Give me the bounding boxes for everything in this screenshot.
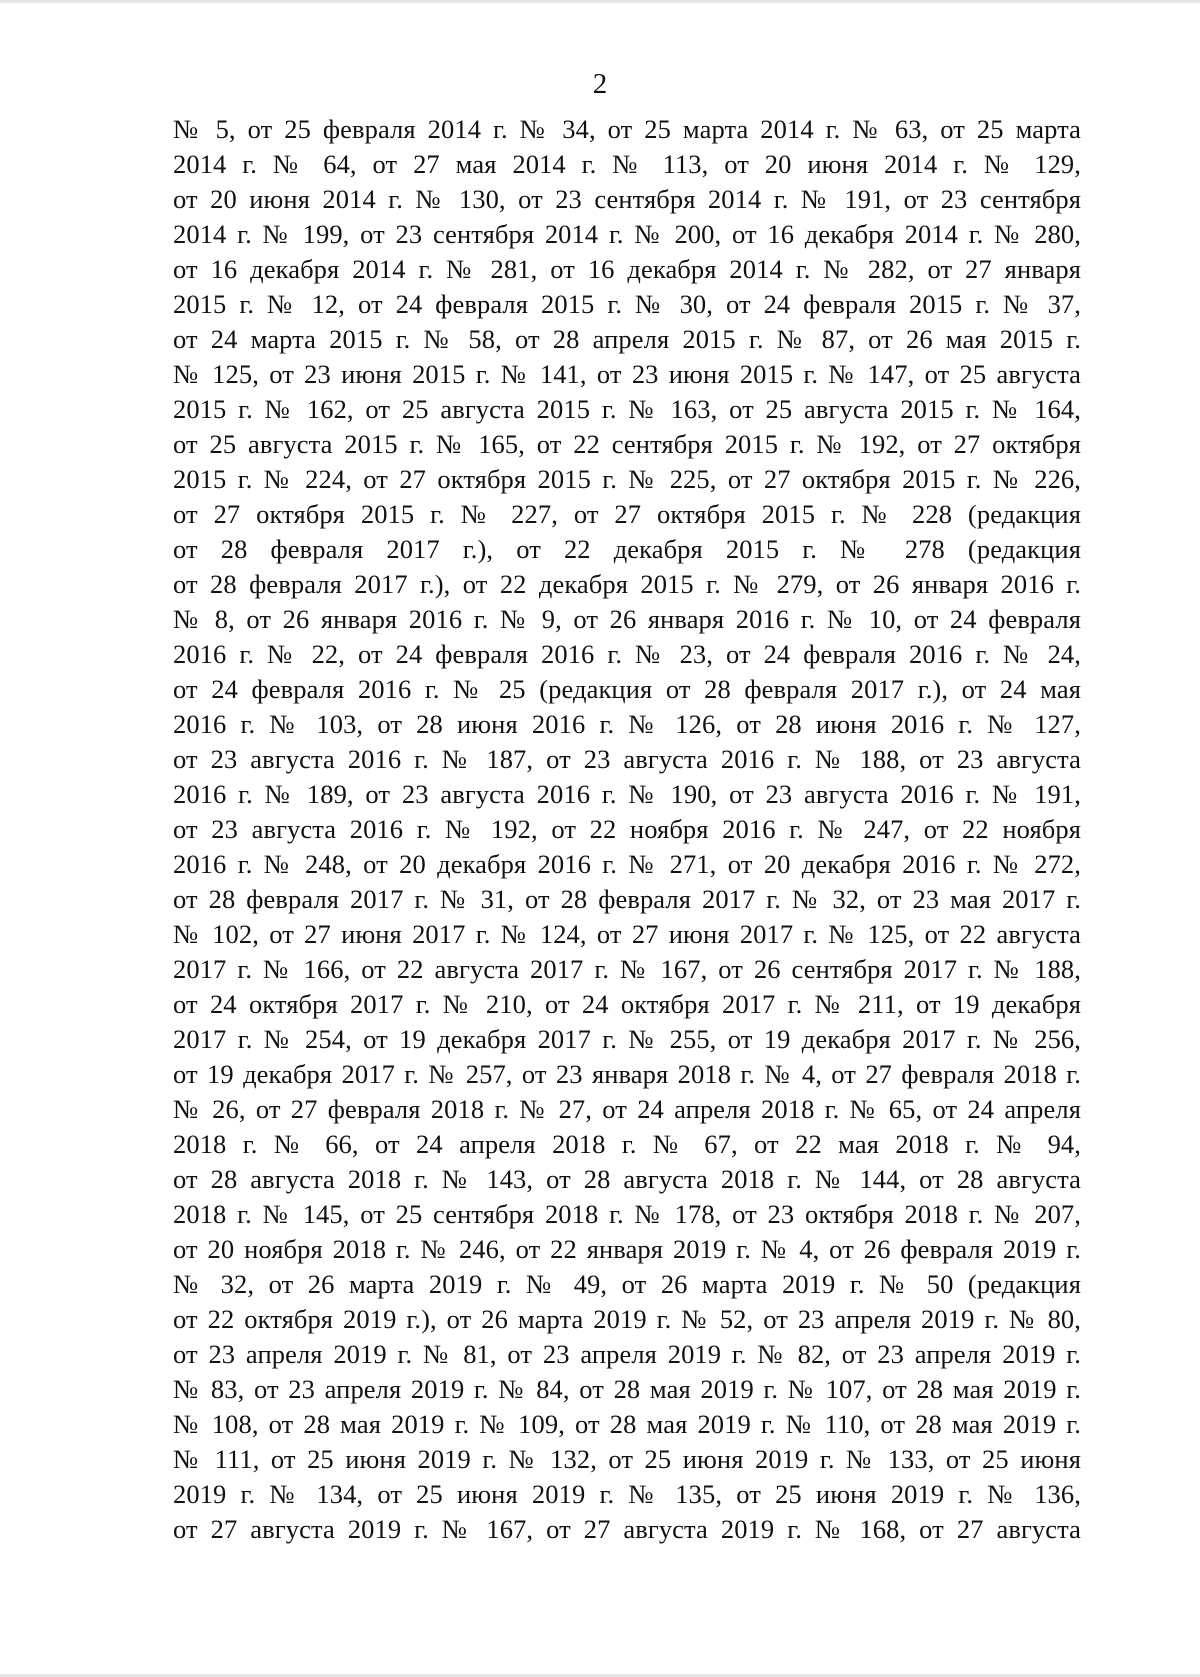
text-line: 2015 г. № 162, от 25 августа 2015 г. № 163, от 25 августа 2015 г. № 164, (173, 394, 1081, 424)
text-line: от 24 февраля 2016 г. № 25 (редакция от 28 февраля 2017 г.), от 24 мая (173, 674, 1081, 704)
text-line: от 28 августа 2018 г. № 143, от 28 августа 2018 г. № 144, от 28 августа (173, 1164, 1081, 1194)
top-scan-edge (0, 0, 1200, 3)
text-line: от 23 августа 2016 г. № 192, от 22 ноября 2016 г. № 247, от 22 ноября (173, 814, 1081, 844)
text-line: 2015 г. № 12, от 24 февраля 2015 г. № 30, от 24 февраля 2015 г. № 37, (173, 289, 1081, 319)
text-line: от 20 ноября 2018 г. № 246, от 22 января 2019 г. № 4, от 26 февраля 2019 г. (173, 1234, 1081, 1264)
text-line: № 125, от 23 июня 2015 г. № 141, от 23 июня 2015 г. № 147, от 25 августа (173, 359, 1081, 389)
text-line: от 24 марта 2015 г. № 58, от 28 апреля 2015 г. № 87, от 26 мая 2015 г. (173, 324, 1081, 354)
text-line: от 23 апреля 2019 г. № 81, от 23 апреля 2019 г. № 82, от 23 апреля 2019 г. (173, 1339, 1081, 1369)
text-line: 2015 г. № 224, от 27 октября 2015 г. № 225, от 27 октября 2015 г. № 226, (173, 464, 1081, 494)
text-line: от 19 декабря 2017 г. № 257, от 23 января 2018 г. № 4, от 27 февраля 2018 г. (173, 1059, 1081, 1089)
text-line: от 28 февраля 2017 г.), от 22 декабря 2015 г. № 279, от 26 января 2016 г. (173, 569, 1081, 599)
text-line: 2016 г. № 189, от 23 августа 2016 г. № 190, от 23 августа 2016 г. № 191, (173, 779, 1081, 809)
page-number: 2 (592, 68, 608, 100)
text-line: № 102, от 27 июня 2017 г. № 124, от 27 июня 2017 г. № 125, от 22 августа (173, 919, 1081, 949)
text-line: 2016 г. № 248, от 20 декабря 2016 г. № 271, от 20 декабря 2016 г. № 272, (173, 849, 1081, 879)
text-line: от 16 декабря 2014 г. № 281, от 16 декабря 2014 г. № 282, от 27 января (173, 254, 1081, 284)
text-line: от 28 февраля 2017 г.), от 22 декабря 2015 г. № 278 (редакция (173, 534, 1081, 564)
text-line: 2014 г. № 199, от 23 сентября 2014 г. № 200, от 16 декабря 2014 г. № 280, (173, 219, 1081, 249)
text-line: 2018 г. № 145, от 25 сентября 2018 г. № 178, от 23 октября 2018 г. № 207, (173, 1199, 1081, 1229)
text-line: 2019 г. № 134, от 25 июня 2019 г. № 135, от 25 июня 2019 г. № 136, (173, 1479, 1081, 1509)
text-line: от 28 февраля 2017 г. № 31, от 28 февраля 2017 г. № 32, от 23 мая 2017 г. (173, 884, 1081, 914)
text-line: № 111, от 25 июня 2019 г. № 132, от 25 июня 2019 г. № 133, от 25 июня (173, 1444, 1081, 1474)
text-line: № 83, от 23 апреля 2019 г. № 84, от 28 мая 2019 г. № 107, от 28 мая 2019 г. (173, 1374, 1081, 1404)
text-line: от 22 октября 2019 г.), от 26 марта 2019 г. № 52, от 23 апреля 2019 г. № 80, (173, 1304, 1081, 1334)
text-line: 2018 г. № 66, от 24 апреля 2018 г. № 67, от 22 мая 2018 г. № 94, (173, 1129, 1081, 1159)
text-line: № 26, от 27 февраля 2018 г. № 27, от 24 апреля 2018 г. № 65, от 24 апреля (173, 1094, 1081, 1124)
text-line: от 27 августа 2019 г. № 167, от 27 августа 2019 г. № 168, от 27 августа (173, 1514, 1081, 1544)
text-line: № 5, от 25 февраля 2014 г. № 34, от 25 марта 2014 г. № 63, от 25 марта (173, 114, 1081, 144)
text-line: от 23 августа 2016 г. № 187, от 23 августа 2016 г. № 188, от 23 августа (173, 744, 1081, 774)
text-line: № 108, от 28 мая 2019 г. № 109, от 28 мая 2019 г. № 110, от 28 мая 2019 г. (173, 1409, 1081, 1439)
text-line: 2016 г. № 22, от 24 февраля 2016 г. № 23, от 24 февраля 2016 г. № 24, (173, 639, 1081, 669)
text-line: от 27 октября 2015 г. № 227, от 27 октября 2015 г. № 228 (редакция (173, 499, 1081, 529)
text-line: № 8, от 26 января 2016 г. № 9, от 26 января 2016 г. № 10, от 24 февраля (173, 604, 1081, 634)
text-line: № 32, от 26 марта 2019 г. № 49, от 26 марта 2019 г. № 50 (редакция (173, 1269, 1081, 1299)
text-line: 2016 г. № 103, от 28 июня 2016 г. № 126, от 28 июня 2016 г. № 127, (173, 709, 1081, 739)
text-line: от 24 октября 2017 г. № 210, от 24 октября 2017 г. № 211, от 19 декабря (173, 989, 1081, 1019)
text-line: 2017 г. № 254, от 19 декабря 2017 г. № 255, от 19 декабря 2017 г. № 256, (173, 1024, 1081, 1054)
document-body (173, 112, 1081, 1547)
text-line: 2017 г. № 166, от 22 августа 2017 г. № 167, от 26 сентября 2017 г. № 188, (173, 954, 1081, 984)
text-line: от 20 июня 2014 г. № 130, от 23 сентября 2014 г. № 191, от 23 сентября (173, 184, 1081, 214)
text-line: 2014 г. № 64, от 27 мая 2014 г. № 113, от 20 июня 2014 г. № 129, (173, 149, 1081, 179)
text-line: от 25 августа 2015 г. № 165, от 22 сентября 2015 г. № 192, от 27 октября (173, 429, 1081, 459)
